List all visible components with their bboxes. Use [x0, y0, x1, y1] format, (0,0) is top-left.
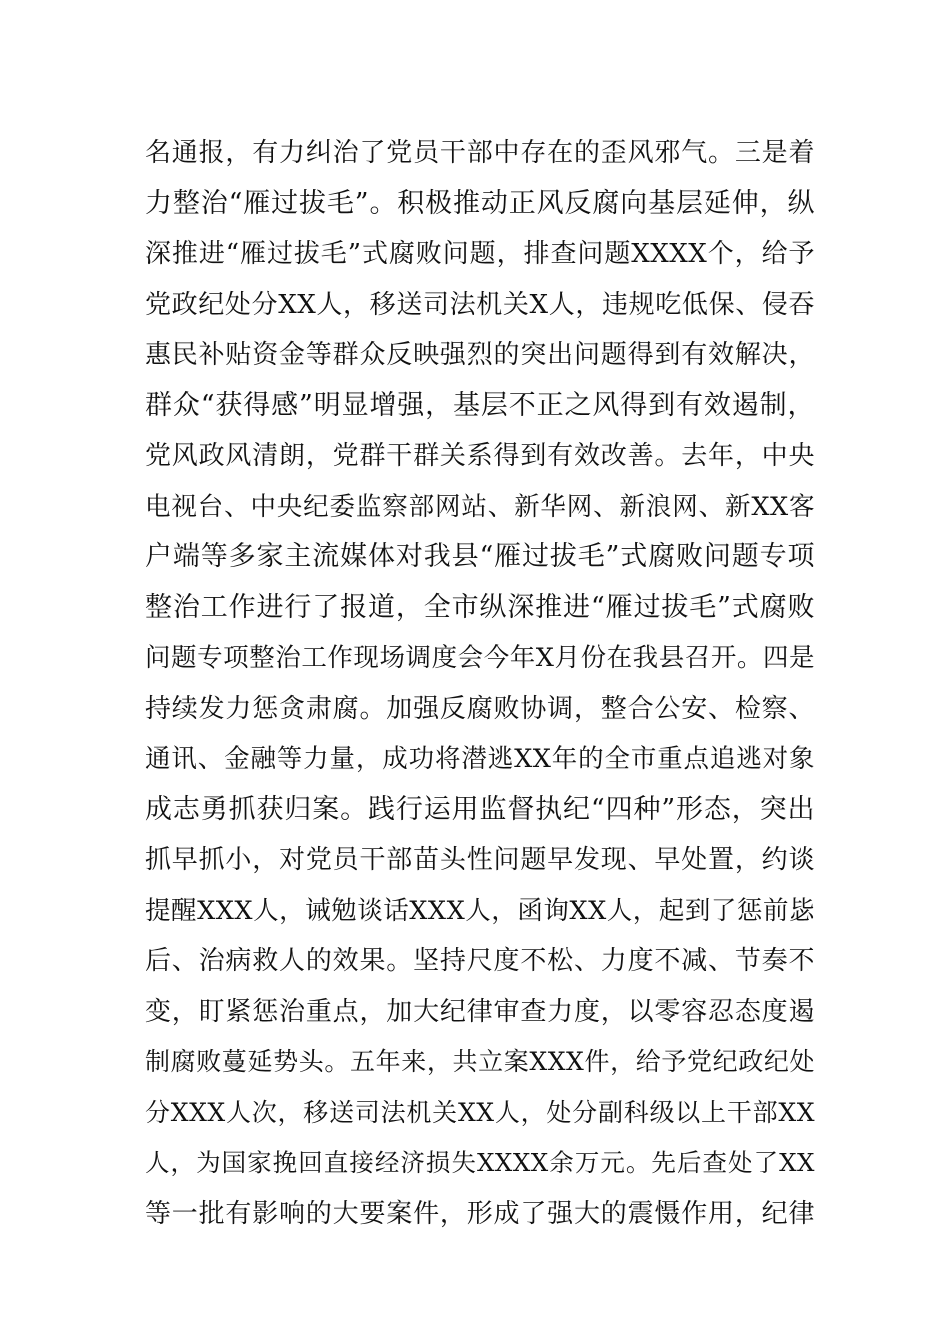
text-line: 人，为国家挽回直接经济损失XXXX余万元。先后查处了XX: [145, 1148, 815, 1177]
text-line: 党政纪处分XX人，移送司法机关X人，违规吃低保、侵吞: [145, 289, 815, 320]
text-line: 力整治“雁过拔毛”。积极推动正风反腐向基层延伸，纵: [145, 187, 815, 219]
text-line: 分XXX人次，移送司法机关XX人，处分副科级以上干部XX: [145, 1097, 815, 1127]
text-line: 党风政风清朗，党群干群关系得到有效改善。去年，中央: [145, 441, 815, 471]
text-line: 后、治病救人的效果。坚持尺度不松、力度不减、节奏不: [145, 946, 815, 976]
text-line: 持续发力惩贪肃腐。加强反腐败协调，整合公安、检察、: [145, 693, 815, 724]
text-line: 深推进“雁过拔毛”式腐败问题，排查问题XXXX个，给予: [145, 239, 815, 269]
text-line: 抓早抓小，对党员干部苗头性问题早发现、早处置，约谈: [145, 845, 815, 875]
text-line: 惠民补贴资金等群众反映强烈的突出问题得到有效解决，: [145, 340, 815, 370]
text-line: 成志勇抓获归案。践行运用监督执纪“四种”形态，突出: [145, 793, 815, 825]
text-line: 电视台、中央纪委监察部网站、新华网、新浪网、新XX客: [145, 491, 815, 522]
text-line: 制腐败蔓延势头。五年来，共立案XXX件，给予党纪政纪处: [145, 1047, 815, 1076]
text-line: 名通报，有力纠治了党员干部中存在的歪风邪气。三是着: [145, 138, 815, 168]
body-text: [145, 128, 815, 1239]
text-line: 提醒XXX人，诫勉谈话XXX人，函询XX人，起到了惩前毖: [145, 895, 815, 926]
text-line: 问题专项整治工作现场调度会今年X月份在我县召开。四是: [145, 643, 815, 673]
text-line: 变，盯紧惩治重点，加大纪律审查力度，以零容忍态度遏: [145, 996, 815, 1027]
text-line: 通讯、金融等力量，成功将潜逃XX年的全市重点追逃对象: [145, 744, 815, 774]
text-line: 整治工作进行了报道，全市纵深推进“雁过拔毛”式腐败: [145, 591, 815, 623]
text-line: 群众“获得感”明显增强，基层不正之风得到有效遏制，: [145, 389, 815, 421]
text-line: 户端等多家主流媒体对我县“雁过拔毛”式腐败问题专项: [145, 541, 815, 572]
text-line: 等一批有影响的大要案件，形成了强大的震慑作用，纪律: [145, 1198, 815, 1229]
